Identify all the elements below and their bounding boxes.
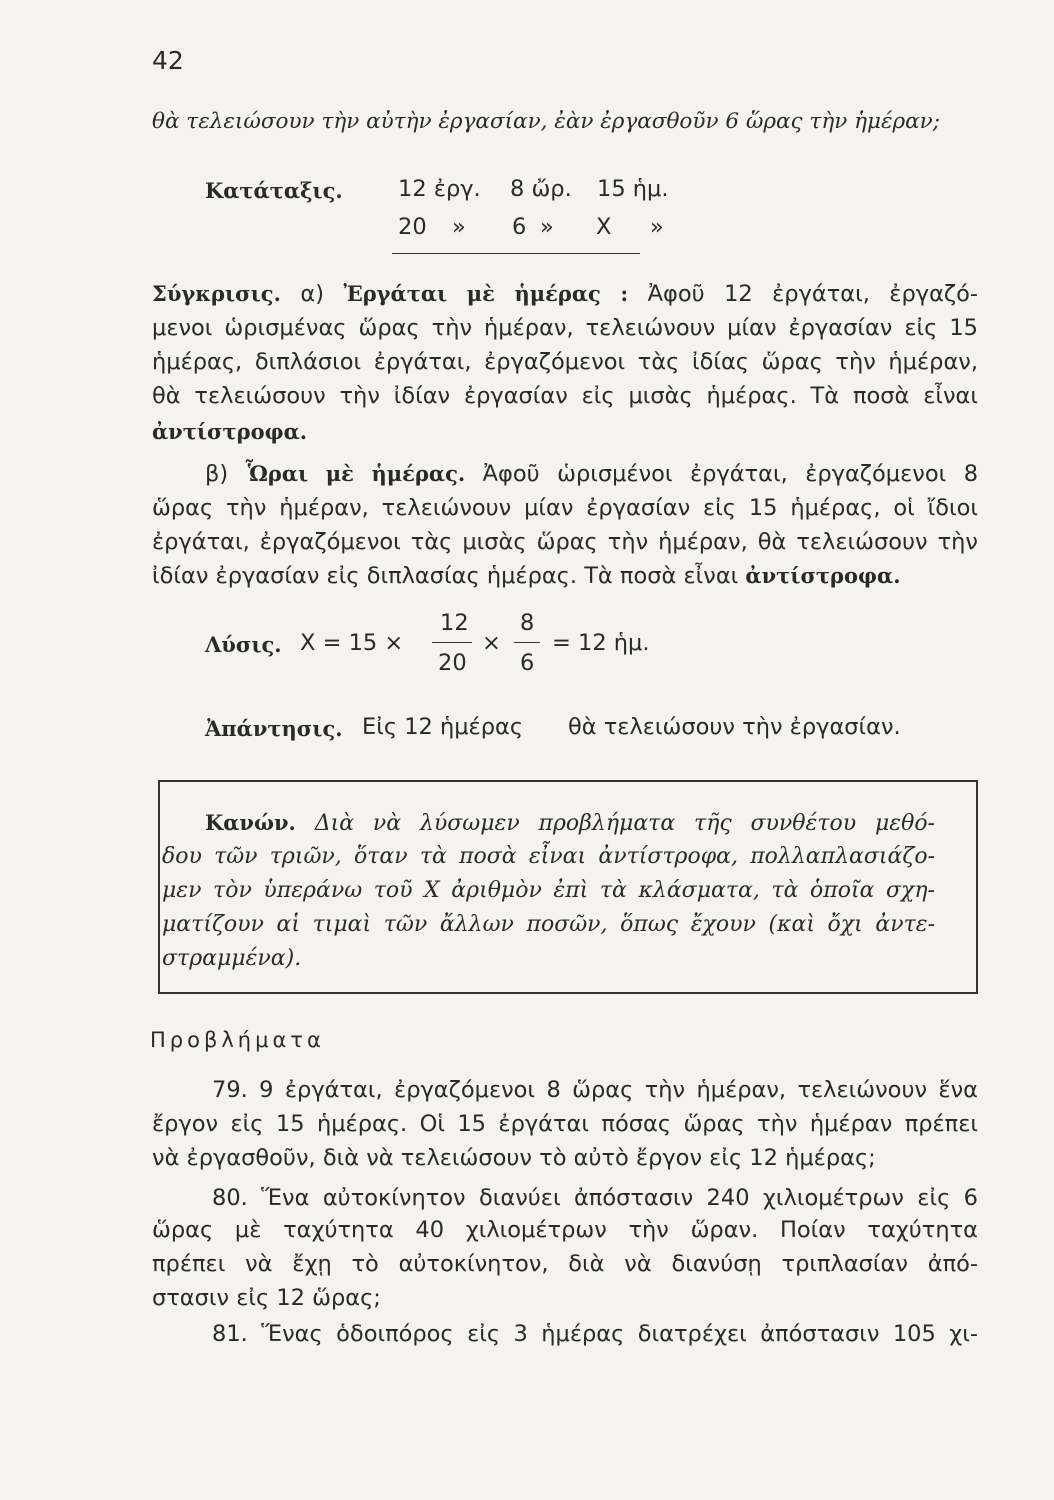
problem-80-line4: στασιν εἰς 12 ὥρας; <box>152 1285 381 1311</box>
arrangement-underline <box>392 253 640 254</box>
arr-r1-b: 8 ὤρ. <box>510 176 572 202</box>
comparison-a-line2: μενοι ὡρισμένας ὥρας τὴν ἡμέραν, τελειώνουν μίαν ἐργασίαν εἰς 15 <box>152 315 978 341</box>
comparison-a-line1-rest: Ἀφοῦ 12 ἐργάται, ἐργαζό- <box>647 281 979 307</box>
comparison-b-heading: Ὧραι μὲ ἡμέρας. <box>245 461 466 486</box>
comparison-b-line1-rest: Ἀφοῦ ὡρισμένοι ἐργάται, ἐργαζόμενοι 8 <box>482 461 979 487</box>
problem-81-line1: 81. Ἕνας ὁδοιπόρος εἰς 3 ἡμέρας διατρέχει ἀπόστασιν 105 χι- <box>212 1321 978 1347</box>
solution-frac1-den: 20 <box>438 650 467 676</box>
problem-79-line3: νὰ ἐργασθοῦν, διὰ νὰ τελειώσουν τὸ αὐτὸ ἔργον εἰς 12 ἡμέρας; <box>152 1145 876 1171</box>
arr-r1-a: 12 ἐργ. <box>398 176 481 202</box>
rule-line1-rest: Διὰ νὰ λύσωμεν προβλήματα τῆς συνθέτου μεθό- <box>314 811 935 836</box>
comparison-a-conclusion: ἀντίστροφα. <box>152 419 308 444</box>
comparison-b-line3: ἐργάται, ἐργαζόμενοι τὰς μισὰς ὥρας τὴν ἡμέραν, θὰ τελειώσουν τὴν <box>152 529 978 555</box>
rule-line5: στραμμένα). <box>162 946 302 971</box>
solution-frac1-bar <box>432 642 472 643</box>
comparison-a-marker: α) <box>300 281 324 307</box>
comparison-b-marker: β) <box>205 461 229 487</box>
page-number: 42 <box>152 46 184 75</box>
comparison-b-conclusion: ἀντίστροφα. <box>745 563 901 588</box>
solution-frac1-num: 12 <box>440 610 469 636</box>
arr-r2-q1: » <box>452 214 466 240</box>
rule-label: Κανών. <box>205 810 296 835</box>
solution-frac2-bar <box>514 642 540 643</box>
arr-r2-q3: » <box>650 214 664 240</box>
comparison-label: Σύγκρισις. <box>152 281 281 306</box>
problem-79-line1: 79. 9 ἐργάται, ἐργαζόμενοι 8 ὥρας τὴν ἡμέραν, τελειώνουν ἕνα <box>212 1077 978 1103</box>
rule-line3: μεν τὸν ὑπεράνω τοῦ X ἀριθμὸν ἐπὶ τὰ κλάσματα, τὰ ὁποῖα σχη- <box>162 878 935 903</box>
comparison-b-line1 <box>205 458 978 490</box>
comparison-a-line4: θὰ τελειώσουν τὴν ἰδίαν ἐργασίαν εἰς μισὰς ἡμέρας. Τὰ ποσὰ εἶναι <box>152 383 978 409</box>
intro-line: θὰ τελειώσουν τὴν αὐτὴν ἐργασίαν, ἐὰν ἐργασθοῦν 6 ὥρας τὴν ἡμέραν; <box>152 109 940 134</box>
comparison-a-heading: Ἐργάται μὲ ἡμέρας : <box>343 281 629 306</box>
problem-80-line1: 80. Ἕνα αὐτοκίνητον διανύει ἀπόστασιν 240 χιλιομέτρων εἰς 6 <box>212 1185 978 1211</box>
comparison-a-line1 <box>152 278 978 310</box>
solution-result: = 12 ἡμ. <box>552 630 650 656</box>
comparison-a-line3: ἡμέρας, διπλάσιοι ἐργάται, ἐργαζόμενοι τὰς ἰδίας ὥρας τὴν ἡμέραν, <box>152 349 978 375</box>
arr-r2-c: X <box>596 214 612 240</box>
arr-r1-c: 15 ἡμ. <box>597 176 669 202</box>
arr-r2-q2: » <box>540 214 554 240</box>
comparison-b-line4 <box>152 560 978 592</box>
problem-80-line3: πρέπει νὰ ἔχῃ τὸ αὐτοκίνητον, διὰ νὰ διανύσῃ τριπλασίαν ἀπό- <box>152 1251 978 1277</box>
comparison-b-line2: ὥρας τὴν ἡμέραν, τελειώνουν μίαν ἐργασίαν εἰς 15 ἡμέρας, οἱ ἴδιοι <box>152 495 978 521</box>
problem-80-line2: ὥρας μὲ ταχύτητα 40 χιλιομέτρων τὴν ὥραν. Ποίαν ταχύτητα <box>152 1217 978 1243</box>
arrangement-label: Κατάταξις. <box>205 178 343 203</box>
rule-line1 <box>205 808 935 839</box>
solution-frac2-den: 6 <box>520 650 535 676</box>
arr-r2-b: 6 <box>512 214 527 240</box>
problem-79-line2: ἔργον εἰς 15 ἡμέρας. Οἱ 15 ἐργάται πόσας ὥρας τὴν ἡμέραν πρέπει <box>152 1111 978 1137</box>
answer-text1: Εἰς 12 ἡμέρας <box>362 714 524 740</box>
solution-lhs: X = 15 × <box>300 630 404 656</box>
solution-frac2-num: 8 <box>520 610 535 636</box>
arr-r2-a: 20 <box>398 214 427 240</box>
rule-line4: ματίζουν αἱ τιμαὶ τῶν ἄλλων ποσῶν, ὅπως ἔχουν (καὶ ὄχι ἀντε- <box>162 912 935 937</box>
answer-text2: θὰ τελειώσουν τὴν ἐργασίαν. <box>568 714 901 740</box>
rule-line2: δου τῶν τριῶν, ὅταν τὰ ποσὰ εἶναι ἀντίστροφα, πολλαπλασιάζο- <box>162 844 935 869</box>
comparison-b-line4-text: ἰδίαν ἐργασίαν εἰς διπλασίας ἡμέρας. Τὰ ποσὰ εἶναι <box>152 563 739 589</box>
answer-label: Ἀπάντησις. <box>205 716 343 741</box>
solution-label: Λύσις. <box>205 632 282 657</box>
solution-times: × <box>482 630 501 656</box>
problems-heading: Προβλήματα <box>150 1028 325 1052</box>
